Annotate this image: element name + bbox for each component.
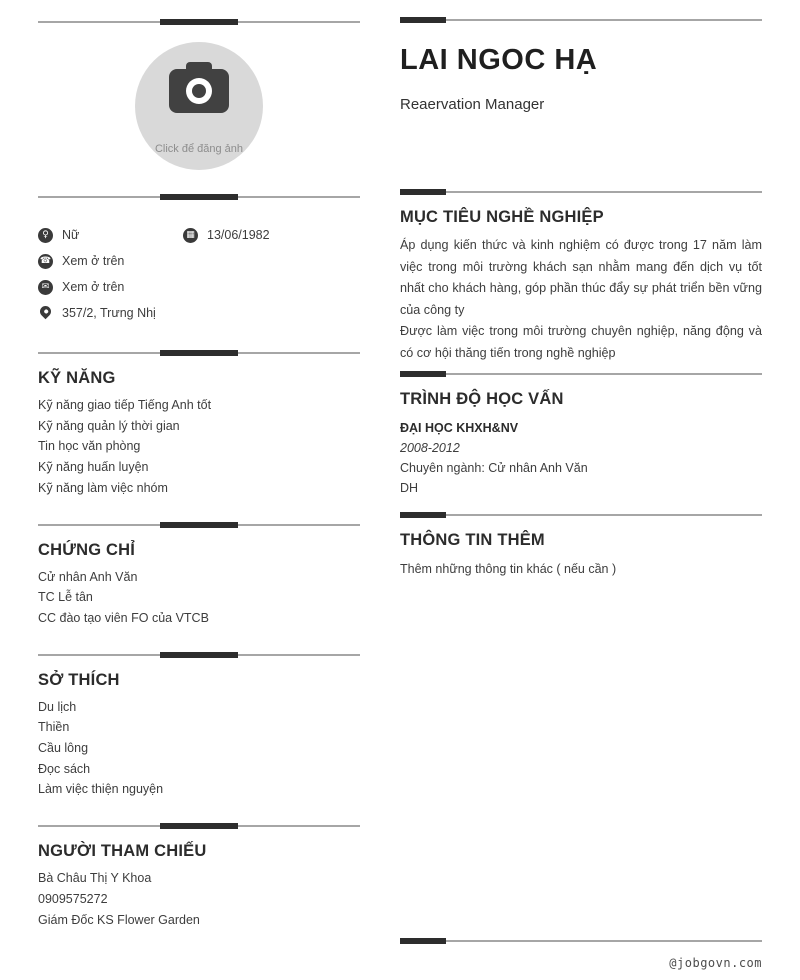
divider-accent <box>400 189 446 195</box>
email-icon: ✉ <box>38 280 53 295</box>
divider-accent <box>160 823 238 829</box>
additional-info-text: Thêm những thông tin khác ( nếu cần ) <box>400 561 617 576</box>
divider-accent <box>160 652 238 658</box>
list-item: Bà Châu Thị Y Khoa <box>38 871 152 886</box>
objective-text <box>400 235 762 365</box>
gender-value: Nữ <box>62 228 80 242</box>
right-column <box>400 0 762 579</box>
list-item: Cử nhân Anh Văn <box>38 569 138 584</box>
divider-accent <box>400 371 446 377</box>
skills-list <box>38 395 360 499</box>
photo-placeholder-circle[interactable] <box>135 42 263 170</box>
references-list <box>38 868 360 930</box>
section-divider <box>38 196 360 198</box>
divider-accent <box>400 938 446 944</box>
hobbies-list <box>38 697 360 801</box>
location-pin-icon <box>38 309 53 317</box>
phone-field <box>38 254 124 269</box>
dob-field <box>183 222 270 248</box>
divider-accent <box>160 19 238 25</box>
section-divider <box>38 825 360 827</box>
list-item: Đọc sách <box>38 761 91 776</box>
section-divider <box>400 19 762 21</box>
references-section-title: NGƯỜI THAM CHIẾU <box>38 842 207 861</box>
list-item: Làm việc thiện nguyện <box>38 782 164 797</box>
list-item: Kỹ năng giao tiếp Tiếng Anh tốt <box>38 398 212 412</box>
list-item: CC đào tạo viên FO của VTCB <box>38 610 209 625</box>
section-divider <box>400 191 762 193</box>
certificates-list <box>38 567 360 629</box>
section-divider <box>400 514 762 516</box>
phone-value: Xem ở trên <box>62 254 125 268</box>
phone-icon: ☎ <box>38 254 53 269</box>
list-item: 0909575272 <box>38 891 108 906</box>
section-divider <box>38 352 360 354</box>
personal-info-block <box>38 222 360 326</box>
objective-section-title: MỤC TIÊU NGHỀ NGHIỆP <box>400 208 604 226</box>
info-row-phone <box>38 248 360 274</box>
photo-upload-area[interactable] <box>38 23 360 170</box>
left-column <box>38 0 360 930</box>
education-degree: DH <box>400 480 419 495</box>
list-item: Tin học văn phòng <box>38 439 141 454</box>
candidate-name: LAI NGOC HẠ <box>400 44 598 76</box>
section-divider <box>400 373 762 375</box>
divider-accent <box>400 512 446 518</box>
divider-accent <box>160 522 238 528</box>
education-school: ĐẠI HỌC KHXH&NV <box>400 420 519 435</box>
section-divider <box>38 21 360 23</box>
email-field <box>38 280 124 295</box>
objective-paragraph: Áp dụng kiến thức và kinh nghiệm có được trong 17 năm làm việc trong môi trường khách sạn nhằm mang đến dịch vụ tốt nhất cho khách hàng, góp phần thúc đẩy sự phát triển bền vững của công ty <box>400 238 762 317</box>
calendar-icon: ▦ <box>183 228 198 243</box>
list-item: Kỹ năng huấn luyện <box>38 460 149 475</box>
divider-accent <box>400 17 446 23</box>
site-watermark: @jobgovn.com <box>669 956 762 970</box>
objective-paragraph: Được làm việc trong môi trường chuyên nghiệp, năng động và có cơ hội thăng tiến trong nghề nghiệp <box>400 324 762 360</box>
additional-section-title: THÔNG TIN THÊM <box>400 530 545 549</box>
job-title: Reaervation Manager <box>400 96 545 113</box>
section-divider <box>38 524 360 526</box>
info-row-email <box>38 274 360 300</box>
education-years: 2008-2012 <box>400 440 460 455</box>
list-item: Kỹ năng quản lý thời gian <box>38 418 180 433</box>
list-item: TC Lễ tân <box>38 590 93 605</box>
education-entry <box>400 418 762 498</box>
gender-field <box>38 228 79 243</box>
info-row-gender-dob <box>38 222 360 248</box>
education-major: Chuyên ngành: Cử nhân Anh Văn <box>400 460 588 475</box>
list-item: Giám Đốc KS Flower Garden <box>38 912 200 927</box>
camera-lens-inner <box>192 84 206 98</box>
list-item: Cầu lông <box>38 741 89 756</box>
section-divider <box>38 654 360 656</box>
footer-divider <box>400 940 762 942</box>
address-field <box>38 306 156 320</box>
divider-accent <box>160 194 238 200</box>
camera-lens <box>186 78 212 104</box>
info-row-address <box>38 300 360 326</box>
list-item: Thiền <box>38 720 70 735</box>
gender-icon: ♀ <box>38 228 53 243</box>
education-section-title: TRÌNH ĐỘ HỌC VẤN <box>400 389 564 408</box>
skills-section-title: KỸ NĂNG <box>38 369 116 387</box>
address-value: 357/2, Trưng Nhị <box>62 306 156 320</box>
list-item: Du lịch <box>38 699 77 714</box>
certificates-section-title: CHỨNG CHỈ <box>38 540 136 559</box>
hobbies-section-title: SỞ THÍCH <box>38 670 120 689</box>
camera-icon <box>169 69 229 113</box>
list-item: Kỹ năng làm việc nhóm <box>38 480 168 495</box>
photo-upload-label[interactable]: Click để đăng ảnh <box>154 143 244 155</box>
divider-accent <box>160 350 238 356</box>
email-value: Xem ở trên <box>62 280 125 294</box>
dob-value: 13/06/1982 <box>207 228 270 242</box>
